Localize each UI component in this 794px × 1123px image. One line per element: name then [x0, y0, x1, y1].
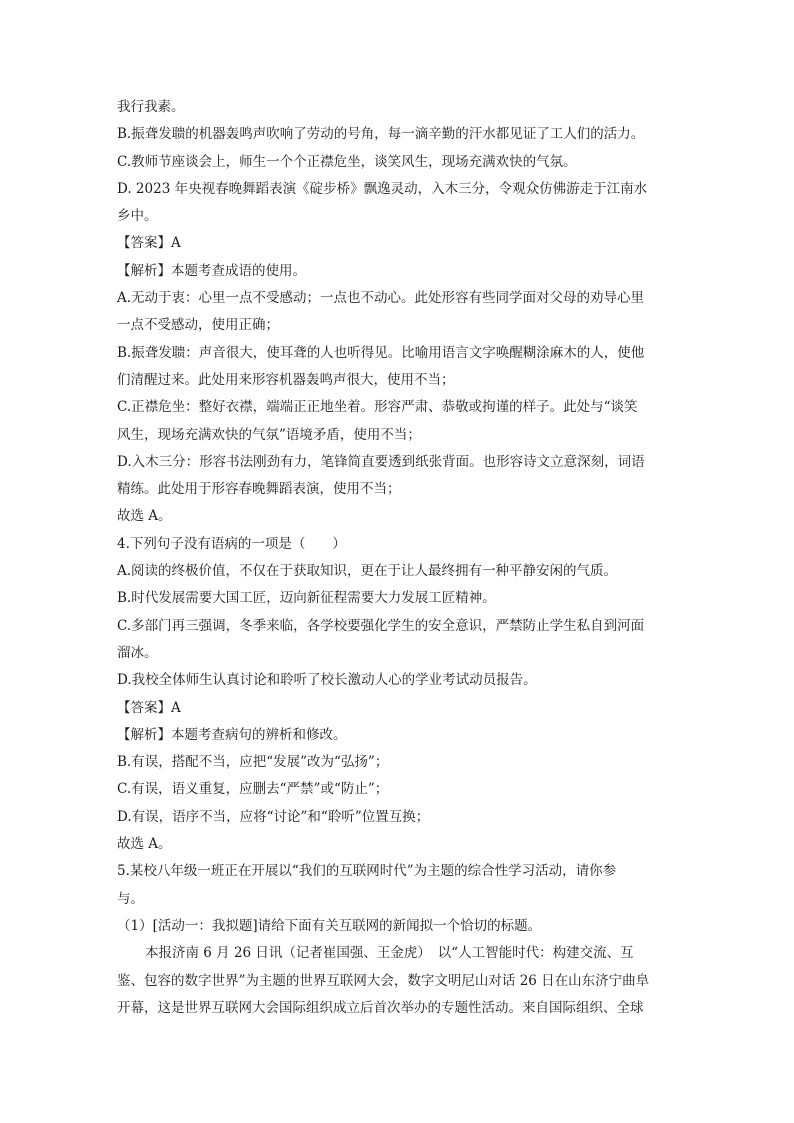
option-c-line: C.教师节座谈会上，师生一个个正襟危坐，谈笑风生，现场充满欢快的气氛。	[117, 153, 577, 170]
activity-1-line: （1）[活动一：我拟题]请给下面有关互联网的新闻拟一个恰切的标题。	[117, 917, 542, 934]
text-line: D.入木三分：形容书法刚劲有力，笔锋简直要透到纸张背面。也形容诗文立意深刻，词语	[117, 453, 645, 470]
text-line: B.有误，搭配不当，应把“发展”改为“弘扬”；	[117, 754, 389, 771]
text-line: C.正襟危坐：整好衣襟，端端正正地坐着。形容严肃、恭敬或拘谨的样子。此处与“谈笑	[117, 399, 638, 416]
news-paragraph-line: 开幕，这是世界互联网大会国际组织成立后首次举办的专题性活动。来自国际组织、全球	[117, 999, 644, 1016]
document-body	[117, 94, 679, 1022]
text-line: 我行我素。	[117, 99, 185, 115]
text-line: 精练。此处用于形容春晚舞蹈表演，使用不当；	[117, 481, 401, 498]
analysis-line: 【解析】本题考查病句的辨析和修改。	[117, 726, 347, 743]
text-line: 一点不受感动，使用正确；	[117, 317, 279, 334]
answer-line: 【答案】A	[117, 699, 181, 716]
analysis-line: 【解析】本题考查成语的使用。	[117, 262, 306, 279]
option-d-line: D. 2023 年央视春晚舞蹈表演《碇步桥》飘逸灵动，入木三分，令观众仿佛游走于江南水	[117, 180, 648, 197]
option-d-line: D.我校全体师生认真讨论和聆听了校长激动人心的学业考试动员报告。	[117, 672, 537, 689]
conclusion-line: 故选 A。	[117, 836, 172, 853]
text-line: C.有误，语义重复，应删去“严禁”或“防止”；	[117, 781, 389, 798]
text-line: D.有误，语序不当，应将“讨论”和“聆听”位置互换；	[117, 808, 430, 825]
option-b-line: B.振聋发聩的机器轰鸣声吹响了劳动的号角，每一滴辛勤的汗水都见证了工人们的活力。	[117, 126, 645, 143]
text-line: 与。	[117, 890, 144, 907]
news-paragraph-line: 本报济南 6 月 26 日讯（记者崔国强、王金虎） 以“人工智能时代：构建交流、互	[145, 945, 634, 962]
text-line: 们清醒过来。此处用来形容机器轰鸣声很大，使用不当；	[117, 371, 455, 388]
text-line: 风生，现场充满欢快的气氛”语境矛盾，使用不当；	[117, 426, 421, 443]
answer-line: 【答案】A	[117, 235, 181, 252]
question-4-line: 4.下列句子没有语病的一项是（ ）	[117, 535, 346, 552]
text-line: B.振聋发聩：声音很大，使耳聋的人也听得见。比喻用语言文字唤醒糊涂麻木的人，使他	[117, 344, 645, 361]
conclusion-line: 故选 A。	[117, 508, 172, 525]
option-b-line: B.时代发展需要大国工匠，迈向新征程需要大力发展工匠精神。	[117, 590, 496, 607]
news-paragraph-line: 鉴、包容的数字世界”为主题的世界互联网大会，数字文明尼山对话 26 日在山东济宁曲阜	[117, 972, 650, 989]
question-5-line: 5.某校八年级一班正在开展以“我们的互联网时代”为主题的综合性学习活动，请你参	[117, 863, 617, 880]
option-a-line: A.阅读的终极价值，不仅在于获取知识，更在于让人最终拥有一种平静安闲的气质。	[117, 563, 618, 580]
text-line: 溜冰。	[117, 644, 158, 661]
text-line: 乡中。	[117, 208, 158, 225]
option-c-line: C.多部门再三强调，冬季来临，各学校要强化学生的安全意识，严禁防止学生私自到河面	[117, 617, 645, 634]
text-line: A.无动于衷：心里一点不受感动；一点也不动心。此处形容有些同学面对父母的劝导心里	[117, 290, 645, 307]
